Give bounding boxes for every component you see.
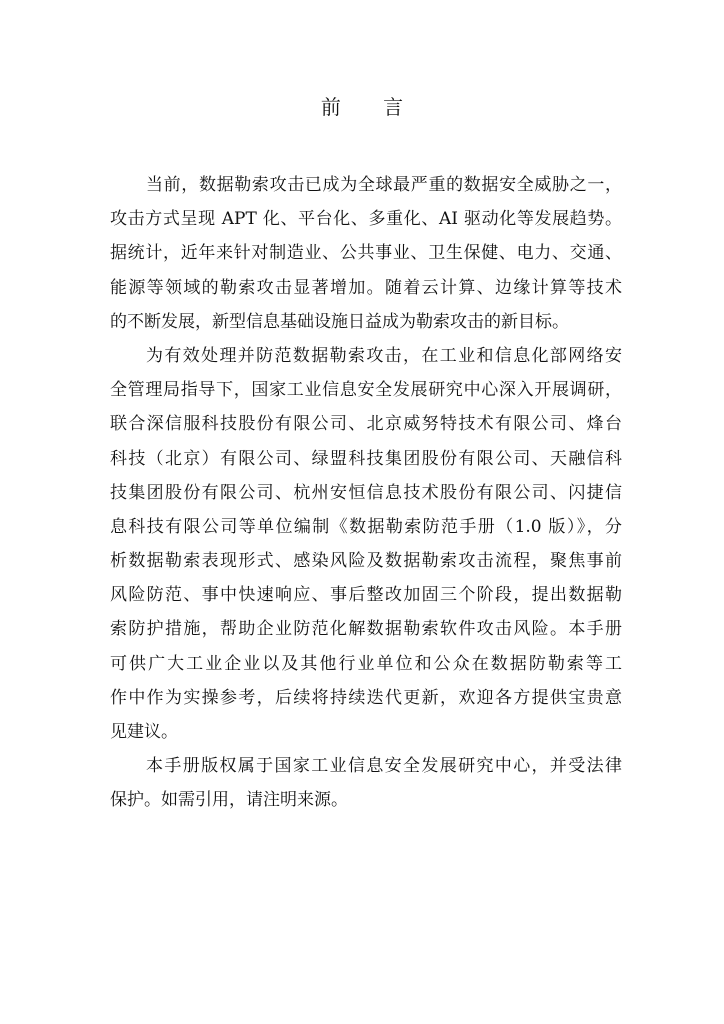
text-line: 攻击方式呈现 APT 化、平台化、多重化、AI 驱动化等发展趋势。 xyxy=(110,209,622,230)
paragraph-1 xyxy=(110,168,622,339)
text-line: 为有效处理并防范数据勒索攻击，在工业和信息化部网络安 xyxy=(146,345,622,366)
text-line: 全管理局指导下，国家工业信息安全发展研究中心深入开展调研， xyxy=(110,380,622,401)
text-line: 能源等领域的勒索攻击显著增加。随着云计算、边缘计算等技术 xyxy=(110,277,622,298)
text-line: 科技（北京）有限公司、绿盟科技集团股份有限公司、天融信科 xyxy=(110,448,622,469)
text-line: 析数据勒索表现形式、感染风险及数据勒索攻击流程，聚焦事前 xyxy=(110,551,622,572)
text-line: 作中作为实操参考，后续将持续迭代更新，欢迎各方提供宝贵意 xyxy=(110,687,622,708)
text-line: 可供广大工业企业以及其他行业单位和公众在数据防勒索等工 xyxy=(110,653,622,674)
text-line: 风险防范、事中快速响应、事后整改加固三个阶段，提出数据勒 xyxy=(110,585,622,606)
paragraph-3 xyxy=(110,749,622,817)
text-line: 息科技有限公司等单位编制《数据勒索防范手册（1.0 版）》，分 xyxy=(110,516,622,537)
text-line: 索防护措施，帮助企业防范化解数据勒索软件攻击风险。本手册 xyxy=(110,619,622,640)
text-line: 本手册版权属于国家工业信息安全发展研究中心，并受法律 xyxy=(146,756,622,777)
text-line: 技集团股份有限公司、杭州安恒信息技术股份有限公司、闪捷信 xyxy=(110,482,622,503)
text-line: 保护。如需引用，请注明来源。 xyxy=(110,790,348,811)
text-line: 据统计，近年来针对制造业、公共事业、卫生保健、电力、交通、 xyxy=(110,243,622,264)
text-line: 当前，数据勒索攻击已成为全球最严重的数据安全威胁之一， xyxy=(146,175,622,195)
text-line: 的不断发展，新型信息基础设施日益成为勒索攻击的新目标。 xyxy=(110,311,569,332)
page-title: 前 言 xyxy=(320,95,422,119)
document-body xyxy=(110,168,622,818)
paragraph-2 xyxy=(110,339,622,749)
text-line: 见建议。 xyxy=(110,722,178,742)
text-line: 联合深信服科技股份有限公司、北京威努特技术有限公司、烽台 xyxy=(110,414,622,435)
